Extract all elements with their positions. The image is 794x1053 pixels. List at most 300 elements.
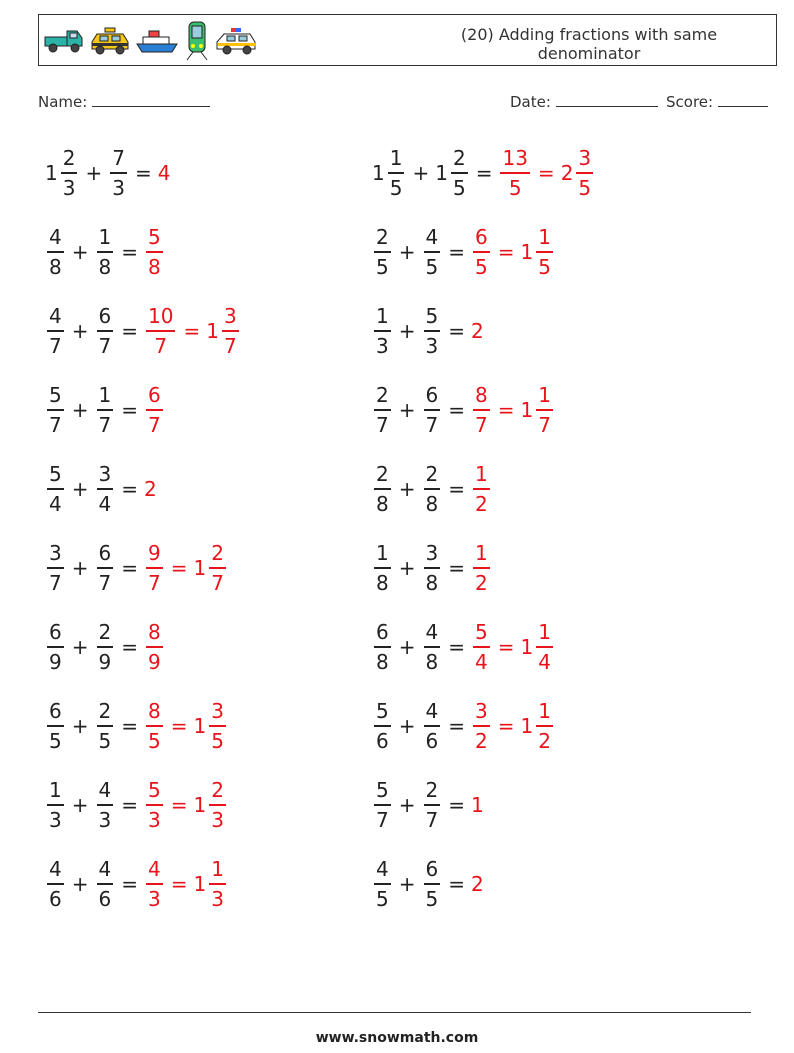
denominator: 5 — [425, 254, 439, 279]
tram-icon — [183, 20, 211, 62]
plus-sign: + — [71, 556, 89, 580]
equals-sign: = — [170, 714, 188, 738]
police-car-icon — [215, 26, 259, 56]
answer — [165, 859, 228, 909]
answer-value — [194, 859, 228, 909]
equals-sign: = — [170, 556, 188, 580]
answer — [471, 227, 492, 277]
whole-number: 2 — [471, 872, 484, 896]
denominator: 6 — [98, 886, 112, 911]
addend-2 — [95, 464, 116, 514]
numerator: 4 — [148, 857, 161, 882]
denominator: 5 — [49, 728, 62, 753]
numerator: 8 — [148, 699, 161, 724]
fraction — [473, 385, 490, 435]
answer-value — [144, 701, 165, 751]
fraction — [146, 306, 175, 356]
denominator: 9 — [49, 649, 62, 674]
fraction — [47, 227, 64, 277]
answer-value — [471, 464, 492, 514]
numerator: 5 — [376, 699, 389, 724]
denominator: 7 — [211, 570, 224, 595]
answer-value — [194, 701, 228, 751]
fraction — [47, 701, 64, 751]
plus-sign: + — [398, 635, 416, 659]
addend-2 — [95, 306, 116, 356]
addend-1 — [372, 385, 393, 435]
addend-2 — [422, 464, 443, 514]
problem-10 — [372, 456, 492, 522]
numerator: 5 — [475, 620, 488, 645]
denominator: 3 — [211, 886, 224, 911]
problem-9 — [45, 456, 158, 522]
answer — [492, 227, 555, 277]
equals-sign: = — [170, 872, 188, 896]
denominator: 3 — [376, 333, 389, 358]
denominator: 9 — [98, 649, 112, 674]
numerator: 6 — [98, 541, 112, 566]
numerator: 6 — [425, 383, 439, 408]
numerator: 1 — [98, 225, 112, 250]
numerator: 1 — [98, 383, 112, 408]
numerator: 4 — [425, 620, 439, 645]
addend-2 — [422, 780, 443, 830]
fraction — [97, 622, 114, 672]
answer-value — [471, 622, 492, 672]
denominator: 7 — [49, 333, 62, 358]
numerator: 6 — [475, 225, 488, 250]
numerator: 1 — [376, 541, 389, 566]
addend-1 — [45, 227, 66, 277]
numerator: 5 — [49, 462, 62, 487]
answer — [144, 543, 165, 593]
whole-number: 2 — [560, 161, 574, 185]
addend-2 — [422, 306, 443, 356]
plus-sign: + — [71, 477, 89, 501]
fraction — [146, 227, 163, 277]
answer — [144, 701, 165, 751]
numerator: 4 — [425, 699, 439, 724]
plus-sign: + — [398, 793, 416, 817]
fraction — [424, 227, 441, 277]
addend-1 — [45, 701, 66, 751]
answer — [165, 780, 228, 830]
title-line-2: denominator — [537, 44, 641, 63]
addend-2 — [95, 227, 116, 277]
fraction — [473, 622, 490, 672]
numerator: 10 — [148, 304, 174, 329]
numerator: 1 — [475, 462, 488, 487]
answer-value — [144, 306, 177, 356]
answer-value — [471, 701, 492, 751]
whole-number: 1 — [193, 714, 207, 738]
addend-1 — [45, 306, 66, 356]
answer-value — [471, 793, 485, 817]
name-field[interactable] — [38, 92, 210, 111]
answer-value — [561, 148, 595, 198]
fraction — [146, 385, 163, 435]
addend-1 — [372, 780, 393, 830]
numerator: 2 — [211, 778, 224, 803]
addend-1 — [372, 622, 393, 672]
denominator: 8 — [376, 570, 389, 595]
fraction — [374, 622, 391, 672]
fraction — [424, 780, 441, 830]
whole-number: 1 — [45, 161, 58, 185]
equals-sign: = — [448, 398, 465, 422]
plus-sign: + — [398, 240, 416, 264]
date-label: Date: — [510, 93, 551, 111]
denominator: 4 — [98, 491, 112, 516]
plus-sign: + — [71, 714, 89, 738]
fraction — [146, 543, 163, 593]
numerator: 4 — [49, 225, 62, 250]
pickup-truck-icon — [43, 27, 85, 55]
answer — [165, 701, 228, 751]
fraction — [374, 701, 391, 751]
equals-sign: = — [475, 161, 493, 185]
numerator: 8 — [148, 620, 161, 645]
whole-number: 1 — [193, 793, 207, 817]
denominator: 6 — [376, 728, 389, 753]
equals-sign: = — [121, 556, 138, 580]
equals-sign: = — [121, 398, 138, 422]
denominator: 7 — [49, 570, 62, 595]
answer — [144, 227, 165, 277]
numerator: 2 — [98, 699, 112, 724]
numerator: 2 — [98, 620, 112, 645]
whole-number: 2 — [471, 319, 484, 343]
answer-value — [144, 780, 165, 830]
denominator: 5 — [475, 254, 488, 279]
numerator: 4 — [98, 778, 112, 803]
numerator: 5 — [148, 778, 161, 803]
ship-icon — [135, 27, 179, 55]
numerator: 4 — [425, 225, 439, 250]
numerator: 1 — [376, 304, 389, 329]
addend-1 — [372, 859, 393, 909]
plus-sign: + — [71, 872, 89, 896]
equals-sign: = — [121, 872, 138, 896]
problem-13 — [45, 614, 165, 680]
denominator: 8 — [425, 649, 439, 674]
denominator: 7 — [98, 333, 112, 358]
addend-2 — [95, 622, 116, 672]
denominator: 7 — [223, 333, 237, 358]
problem-12 — [372, 535, 492, 601]
denominator: 7 — [49, 412, 62, 437]
answer — [144, 385, 165, 435]
answer — [498, 148, 531, 198]
answer-value — [471, 385, 492, 435]
numerator: 8 — [475, 383, 488, 408]
denominator: 6 — [425, 728, 439, 753]
fraction — [374, 464, 391, 514]
fraction — [374, 780, 391, 830]
denominator: 8 — [376, 649, 389, 674]
fraction — [536, 227, 553, 277]
fraction — [473, 464, 490, 514]
fraction — [424, 464, 441, 514]
answer — [471, 319, 485, 343]
addend-2 — [422, 622, 443, 672]
whole-number: 1 — [193, 872, 207, 896]
answer-value — [144, 227, 165, 277]
denominator: 7 — [425, 807, 439, 832]
fraction — [97, 859, 114, 909]
numerator: 2 — [62, 146, 76, 171]
equals-sign: = — [121, 240, 138, 264]
fraction — [61, 148, 78, 198]
plus-sign: + — [412, 161, 430, 185]
fraction — [374, 385, 391, 435]
whole-number: 2 — [144, 477, 157, 501]
answer — [471, 793, 485, 817]
denominator: 5 — [538, 254, 551, 279]
denominator: 5 — [508, 175, 522, 200]
problem-19 — [45, 851, 228, 917]
problem-20 — [372, 851, 485, 917]
problem-1 — [45, 140, 171, 206]
denominator: 7 — [148, 412, 161, 437]
answer — [144, 306, 177, 356]
fraction — [97, 464, 114, 514]
denominator: 6 — [49, 886, 62, 911]
equals-sign: = — [448, 477, 465, 501]
plus-sign: + — [398, 319, 416, 343]
answer — [144, 477, 158, 501]
name-label: Name: — [38, 93, 88, 111]
addend-2 — [422, 701, 443, 751]
denominator: 3 — [98, 807, 112, 832]
numerator: 6 — [49, 620, 62, 645]
denominator: 3 — [49, 807, 62, 832]
header-icons — [43, 21, 259, 61]
answer — [492, 622, 555, 672]
fraction — [209, 543, 226, 593]
whole-number: 4 — [157, 161, 171, 185]
plus-sign: + — [71, 319, 89, 343]
numerator: 6 — [148, 383, 161, 408]
denominator: 8 — [425, 570, 439, 595]
denominator: 7 — [154, 333, 168, 358]
whole-number: 1 — [193, 556, 207, 580]
whole-number: 1 — [520, 398, 534, 422]
fraction — [576, 148, 593, 198]
worksheet-header — [38, 14, 777, 66]
fraction — [500, 148, 529, 198]
answer — [144, 780, 165, 830]
fraction — [97, 780, 114, 830]
plus-sign: + — [398, 872, 416, 896]
denominator: 5 — [578, 175, 592, 200]
addend-1 — [45, 543, 66, 593]
denominator: 7 — [425, 412, 439, 437]
addend-1 — [372, 306, 393, 356]
fraction — [374, 543, 391, 593]
numerator: 3 — [211, 699, 224, 724]
denominator: 3 — [148, 807, 161, 832]
answer-value — [158, 161, 172, 185]
answer-value — [194, 543, 228, 593]
equals-sign: = — [121, 635, 138, 659]
addend-1 — [372, 227, 393, 277]
score-label: Score: — [666, 93, 714, 111]
denominator: 4 — [49, 491, 62, 516]
numerator: 2 — [376, 462, 389, 487]
numerator: 2 — [425, 462, 439, 487]
denominator: 7 — [148, 570, 161, 595]
fraction — [424, 543, 441, 593]
fraction — [424, 306, 441, 356]
answer — [471, 701, 492, 751]
answer — [158, 161, 172, 185]
addend-2 — [95, 701, 116, 751]
denominator: 7 — [538, 412, 551, 437]
denominator: 5 — [452, 175, 466, 200]
denominator: 8 — [49, 254, 62, 279]
answer-value — [471, 543, 492, 593]
denominator: 2 — [475, 491, 488, 516]
numerator: 2 — [452, 146, 466, 171]
plus-sign: + — [398, 477, 416, 501]
fraction — [47, 622, 64, 672]
equals-sign: = — [121, 714, 138, 738]
numerator: 1 — [538, 225, 551, 250]
score-field[interactable] — [666, 92, 768, 111]
problem-14 — [372, 614, 555, 680]
denominator: 8 — [425, 491, 439, 516]
problem-6 — [372, 298, 485, 364]
equals-sign: = — [448, 556, 465, 580]
numerator: 13 — [502, 146, 528, 171]
equals-sign: = — [537, 161, 555, 185]
answer — [471, 872, 485, 896]
denominator: 8 — [376, 491, 389, 516]
equals-sign: = — [497, 398, 515, 422]
plus-sign: + — [71, 398, 89, 422]
equals-sign: = — [497, 714, 515, 738]
numerator: 1 — [49, 778, 62, 803]
addend-1 — [372, 701, 393, 751]
addend-2 — [422, 385, 443, 435]
answer — [471, 385, 492, 435]
fraction — [97, 701, 114, 751]
fraction — [146, 859, 163, 909]
denominator: 7 — [475, 412, 488, 437]
fraction — [146, 701, 163, 751]
fraction — [47, 306, 64, 356]
fraction — [47, 543, 64, 593]
answer-value — [471, 227, 492, 277]
answer — [492, 385, 555, 435]
denominator: 5 — [389, 175, 403, 200]
answer-value — [471, 872, 485, 896]
numerator: 2 — [376, 225, 389, 250]
denominator: 4 — [538, 649, 551, 674]
fraction — [146, 622, 163, 672]
numerator: 6 — [425, 857, 439, 882]
fraction — [424, 385, 441, 435]
denominator: 3 — [148, 886, 161, 911]
numerator: 3 — [475, 699, 488, 724]
numerator: 7 — [112, 146, 125, 171]
addend-1 — [45, 148, 79, 198]
answer-value — [144, 543, 165, 593]
fraction — [536, 701, 553, 751]
whole-number: 1 — [471, 793, 484, 817]
problem-3 — [45, 219, 165, 285]
denominator: 5 — [376, 886, 389, 911]
numerator: 6 — [376, 620, 389, 645]
equals-sign: = — [134, 161, 152, 185]
fraction — [47, 780, 64, 830]
numerator: 5 — [376, 778, 389, 803]
addend-1 — [372, 464, 393, 514]
answer — [165, 543, 228, 593]
answer-value — [144, 385, 165, 435]
problem-4 — [372, 219, 555, 285]
name-blank[interactable] — [92, 92, 210, 107]
problem-2 — [372, 140, 595, 206]
denominator: 4 — [475, 649, 488, 674]
addend-2 — [95, 780, 116, 830]
answer-value — [521, 622, 555, 672]
score-blank[interactable] — [718, 92, 768, 107]
fraction — [209, 701, 226, 751]
taxi-icon — [89, 26, 131, 56]
problem-7 — [45, 377, 165, 443]
fraction — [424, 859, 441, 909]
date-blank[interactable] — [556, 92, 658, 107]
equals-sign: = — [448, 635, 465, 659]
answer-value — [498, 148, 531, 198]
numerator: 4 — [376, 857, 389, 882]
fraction — [424, 622, 441, 672]
fraction — [209, 859, 226, 909]
answer-value — [144, 477, 158, 501]
addend-1 — [45, 385, 66, 435]
denominator: 8 — [98, 254, 112, 279]
fraction — [97, 306, 114, 356]
denominator: 3 — [425, 333, 439, 358]
addend-1 — [45, 464, 66, 514]
denominator: 5 — [148, 728, 161, 753]
denominator: 3 — [112, 175, 125, 200]
fraction — [47, 464, 64, 514]
plus-sign: + — [398, 398, 416, 422]
addend-2 — [435, 148, 469, 198]
answer-value — [194, 780, 228, 830]
problem-8 — [372, 377, 555, 443]
denominator: 9 — [148, 649, 161, 674]
equals-sign: = — [183, 319, 201, 343]
numerator: 6 — [49, 699, 62, 724]
numerator: 1 — [475, 541, 488, 566]
addend-1 — [45, 859, 66, 909]
numerator: 9 — [148, 541, 161, 566]
equals-sign: = — [121, 477, 138, 501]
date-field[interactable] — [510, 92, 658, 111]
equals-sign: = — [497, 240, 515, 264]
fraction — [97, 385, 114, 435]
fraction — [473, 543, 490, 593]
problem-18 — [372, 772, 485, 838]
addend-2 — [108, 148, 129, 198]
fraction — [110, 148, 127, 198]
equals-sign: = — [448, 319, 465, 343]
whole-number: 1 — [206, 319, 219, 343]
